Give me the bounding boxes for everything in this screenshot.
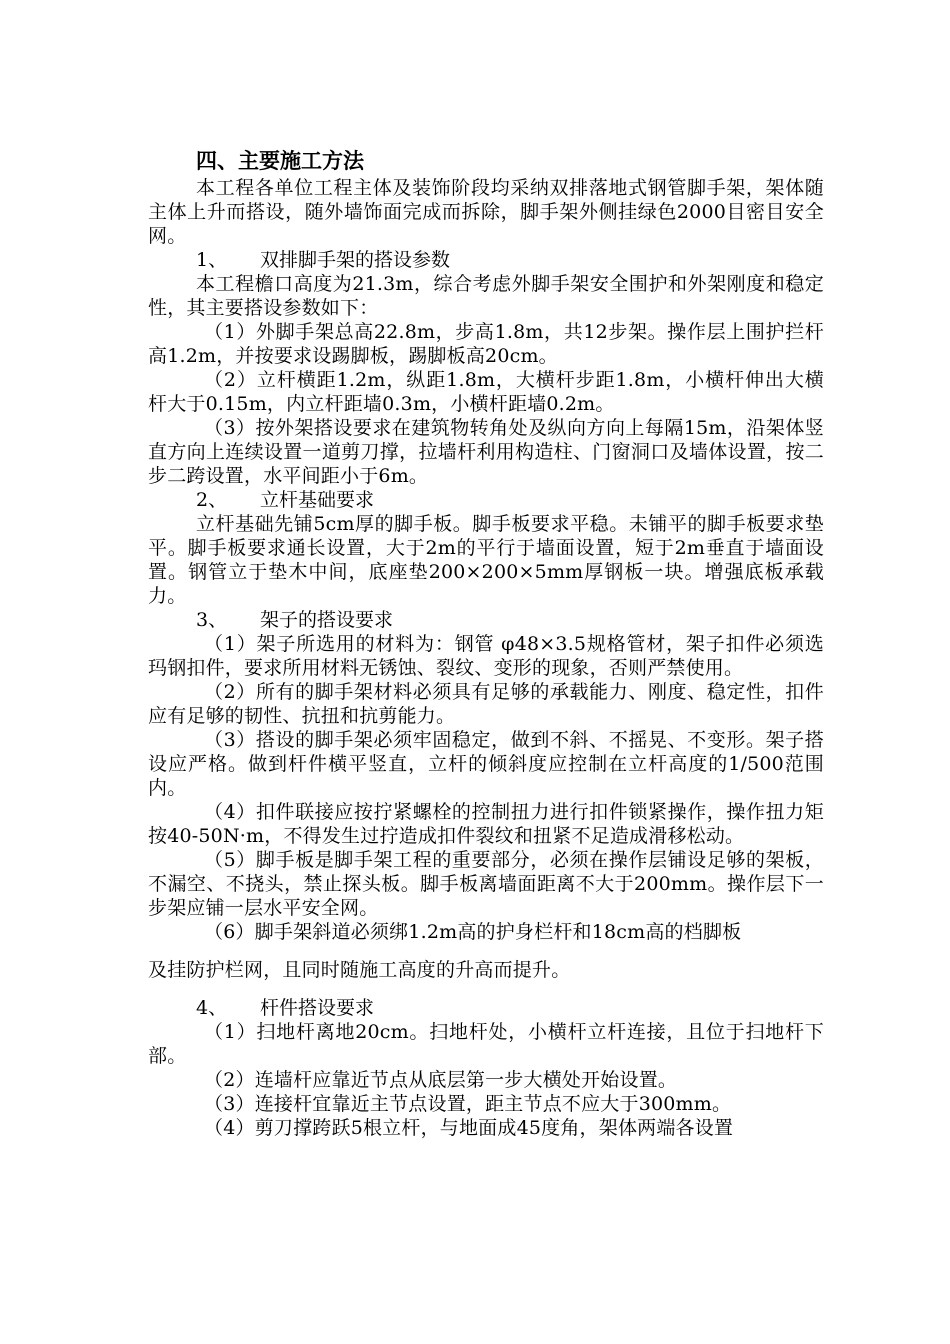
part3-item-5: （5）脚手板是脚手架工程的重要部分，必须在操作层铺设足够的架板，不漏空、不挠头，禁止探头板。脚手板离墙面距离不大于200mm。操作层下一步架应铺一层水平安全网。 xyxy=(148,849,824,919)
part4-number: 4、 xyxy=(196,997,228,1019)
part1-item-1: （1）外脚手架总高22.8m，步高1.8m，共12步架。操作层上围护拦杆高1.2m，并按要求设踢脚板，踢脚板高20cm。 xyxy=(148,321,824,367)
part3-item-3: （3）搭设的脚手架必须牢固稳定，做到不斜、不摇晃、不变形。架子搭设应严格。做到杆件横平竖直，立杆的倾斜度应控制在立杆高度的1/500范围内。 xyxy=(148,729,824,799)
part3-item-4: （4）扣件联接应按拧紧螺栓的控制扭力进行扣件锁紧操作，操作扭力矩按40-50N·m，不得发生过拧造成扣件裂纹和扭紧不足造成滑移松动。 xyxy=(148,801,824,847)
part4-heading xyxy=(148,996,824,1020)
part3-item-6: （6）脚手架斜道必须绑1.2m高的护身栏杆和18cm高的档脚板 xyxy=(204,921,742,943)
part3-item-2: （2）所有的脚手架材料必须具有足够的承载能力、刚度、稳定性，扣件应有足够的韧性、抗扭和抗剪能力。 xyxy=(148,681,824,727)
part2-text: 立杆基础先铺5cm厚的脚手板。脚手板要求平稳。未铺平的脚手板要求垫平。脚手板要求通长设置，大于2m的平行于墙面设置，短于2m垂直于墙面设置。钢管立于垫木中间，底座垫200×200×5mm厚钢板一块。增强底板承载力。 xyxy=(148,513,824,607)
part1-item-3: （3）按外架搭设要求在建筑物转角处及纵向方向上每隔15m，沿架体竖直方向上连续设置一道剪刀撑，拉墙杆利用构造柱、门窗洞口及墙体设置，按二步二跨设置，水平间距小于6m。 xyxy=(148,417,824,487)
part3-item-1: （1）架子所选用的材料为：钢管 φ48×3.5规格管材，架子扣件必须选玛钢扣件，要求所用材料无锈蚀、裂纹、变形的现象，否则严禁使用。 xyxy=(148,633,824,679)
part2-title: 立杆基础要求 xyxy=(260,489,375,511)
part2-heading xyxy=(148,488,824,512)
part4-item-4: （4）剪刀撑跨跃5根立杆，与地面成45度角，架体两端各设置 xyxy=(204,1117,734,1139)
part1-title: 双排脚手架的搭设参数 xyxy=(260,249,451,271)
part3-title: 架子的搭设要求 xyxy=(260,609,394,631)
part3-item-6-continued: 及挂防护栏网，且同时随施工高度的升高而提升。 xyxy=(148,959,571,981)
part3-number: 3、 xyxy=(196,609,228,631)
section-intro: 本工程各单位工程主体及装饰阶段均采纳双排落地式钢管脚手架，架体随主体上升而搭设，随外墙饰面完成而拆除，脚手架外侧挂绿色2000目密目安全网。 xyxy=(148,177,824,247)
document-page xyxy=(148,146,824,1140)
part2-number: 2、 xyxy=(196,489,228,511)
part4-item-2: （2）连墙杆应靠近节点从底层第一步大横处开始设置。 xyxy=(204,1069,678,1091)
part4-title: 杆件搭设要求 xyxy=(260,997,375,1019)
part1-item-2: （2）立杆横距1.2m，纵距1.8m，大横杆步距1.8m，小横杆伸出大横杆大于0.15m，内立杆距墙0.3m，小横杆距墙0.2m。 xyxy=(148,369,824,415)
part1-heading xyxy=(148,248,824,272)
part4-item-1: （1）扫地杆离地20cm。扫地杆处，小横杆立杆连接，且位于扫地杆下部。 xyxy=(148,1021,824,1067)
part3-heading xyxy=(148,608,824,632)
part1-number: 1、 xyxy=(196,249,228,271)
section-heading: 四、主要施工方法 xyxy=(196,149,364,173)
part1-intro: 本工程檐口高度为21.3m，综合考虑外脚手架安全围护和外架刚度和稳定性，其主要搭设参数如下： xyxy=(148,273,824,319)
part4-item-3: （3）连接杆宜靠近主节点设置，距主节点不应大于300mm。 xyxy=(204,1093,732,1115)
